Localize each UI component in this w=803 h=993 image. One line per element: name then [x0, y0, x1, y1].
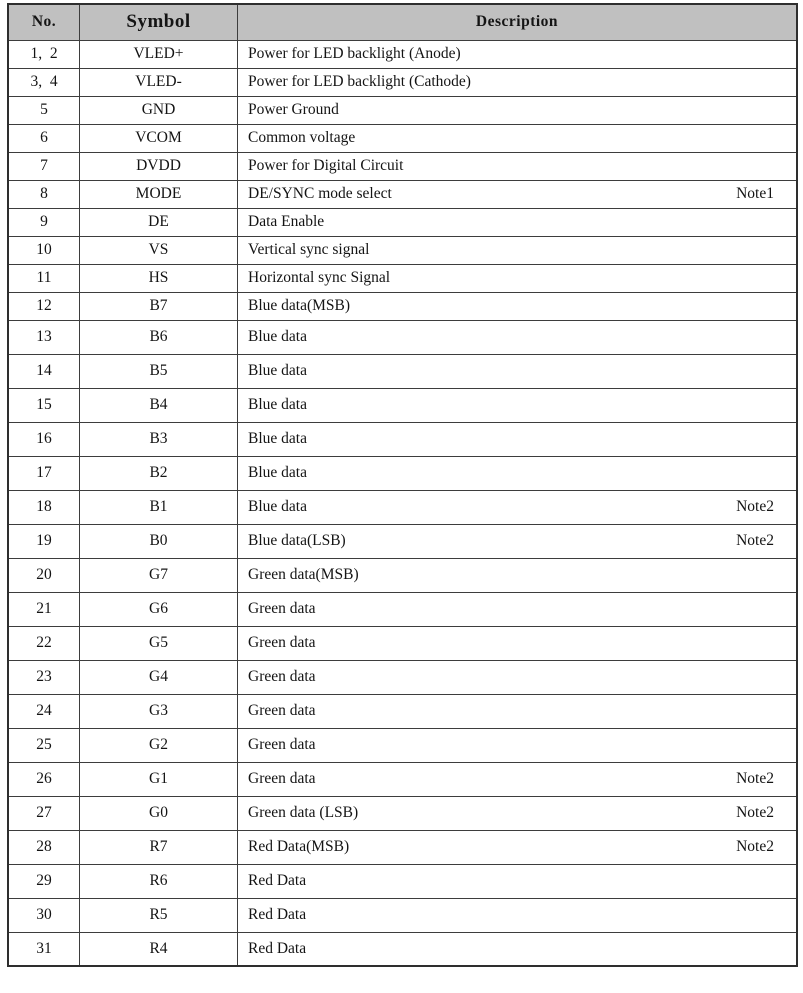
pin-description-cell: [238, 354, 798, 388]
table-row: [8, 830, 797, 864]
table-row: [8, 626, 797, 660]
table-row: [8, 180, 797, 208]
pin-symbol-cell: B7: [80, 292, 238, 320]
description-wrap: [248, 297, 774, 315]
table-row: [8, 592, 797, 626]
note-reference: Note2: [736, 770, 774, 787]
column-header-description: Description: [238, 4, 798, 40]
table-row: [8, 762, 797, 796]
description-wrap: [248, 634, 774, 652]
pin-description-cell: [238, 694, 798, 728]
description-wrap: [248, 185, 774, 203]
pin-description-cell: [238, 524, 798, 558]
table-row: [8, 422, 797, 456]
description-text: Blue data: [248, 430, 307, 447]
description-text: Blue data: [248, 328, 307, 345]
description-wrap: [248, 566, 774, 584]
description-wrap: [248, 702, 774, 720]
description-wrap: [248, 45, 774, 63]
description-wrap: [248, 668, 774, 686]
description-text: Red Data: [248, 872, 307, 889]
description-text: Blue data: [248, 362, 307, 379]
description-wrap: [248, 906, 774, 924]
note-reference: Note2: [736, 804, 774, 821]
description-text: Red Data: [248, 906, 307, 923]
description-wrap: [248, 129, 774, 147]
pin-description-cell: [238, 264, 798, 292]
pin-symbol-cell: G5: [80, 626, 238, 660]
pin-description-cell: [238, 388, 798, 422]
description-wrap: [248, 838, 774, 856]
pin-description-cell: [238, 728, 798, 762]
pin-symbol-cell: B4: [80, 388, 238, 422]
pin-description-cell: [238, 96, 798, 124]
pin-number-cell: 14: [8, 354, 80, 388]
table-row: [8, 456, 797, 490]
pin-description-cell: [238, 180, 798, 208]
pin-number-cell: 1, 2: [8, 40, 80, 68]
table-row: [8, 558, 797, 592]
pin-number-cell: 26: [8, 762, 80, 796]
pin-symbol-cell: R4: [80, 932, 238, 966]
table-header: [8, 4, 797, 40]
pin-symbol-cell: VLED-: [80, 68, 238, 96]
pin-description-cell: [238, 558, 798, 592]
pin-symbol-cell: G1: [80, 762, 238, 796]
description-wrap: [248, 872, 774, 890]
pin-symbol-cell: G7: [80, 558, 238, 592]
table-row: [8, 264, 797, 292]
pin-number-cell: 22: [8, 626, 80, 660]
pin-number-cell: 19: [8, 524, 80, 558]
table-row: [8, 388, 797, 422]
table-row: [8, 864, 797, 898]
pin-symbol-cell: B6: [80, 320, 238, 354]
note-reference: Note2: [736, 532, 774, 549]
pin-number-cell: 23: [8, 660, 80, 694]
description-text: Power Ground: [248, 101, 339, 118]
pin-symbol-cell: DE: [80, 208, 238, 236]
table-row: [8, 898, 797, 932]
pin-description-cell: [238, 898, 798, 932]
description-wrap: [248, 213, 774, 231]
table-row: [8, 354, 797, 388]
table-row: [8, 40, 797, 68]
description-wrap: [248, 269, 774, 287]
pin-number-cell: 17: [8, 456, 80, 490]
pin-symbol-cell: MODE: [80, 180, 238, 208]
pin-number-cell: 24: [8, 694, 80, 728]
pin-number-cell: 6: [8, 124, 80, 152]
description-text: Green data(MSB): [248, 566, 359, 583]
pin-description-cell: [238, 864, 798, 898]
pin-symbol-cell: B3: [80, 422, 238, 456]
description-wrap: [248, 600, 774, 618]
pin-description-cell: [238, 320, 798, 354]
table-row: [8, 660, 797, 694]
pin-symbol-cell: HS: [80, 264, 238, 292]
pin-number-cell: 21: [8, 592, 80, 626]
pin-description-cell: [238, 236, 798, 264]
description-text: Green data: [248, 668, 316, 685]
pin-description-cell: [238, 40, 798, 68]
pin-number-cell: 18: [8, 490, 80, 524]
description-text: Blue data: [248, 464, 307, 481]
table-row: [8, 124, 797, 152]
description-text: Green data: [248, 634, 316, 651]
description-text: Blue data(MSB): [248, 297, 351, 314]
pin-symbol-cell: G3: [80, 694, 238, 728]
header-row: [8, 4, 797, 40]
description-wrap: [248, 736, 774, 754]
description-text: Common voltage: [248, 129, 356, 146]
description-wrap: [248, 157, 774, 175]
description-text: Red Data: [248, 939, 307, 957]
description-text: Green data: [248, 600, 316, 617]
pin-description-cell: [238, 830, 798, 864]
pin-description-cell: [238, 796, 798, 830]
pin-number-cell: 27: [8, 796, 80, 830]
pin-number-cell: 11: [8, 264, 80, 292]
pin-description-cell: [238, 592, 798, 626]
pin-symbol-cell: B1: [80, 490, 238, 524]
description-wrap: [248, 73, 774, 91]
table-row: [8, 932, 797, 966]
description-wrap: [248, 804, 774, 822]
pin-symbol-cell: R5: [80, 898, 238, 932]
table-body: [8, 40, 797, 966]
description-text: Blue data: [248, 396, 307, 413]
pin-description-cell: [238, 422, 798, 456]
pin-description-cell: [238, 152, 798, 180]
description-text: Green data: [248, 702, 316, 719]
pin-description-cell: [238, 208, 798, 236]
description-text: Blue data: [248, 498, 307, 515]
pin-number-cell: 13: [8, 320, 80, 354]
table-row: [8, 694, 797, 728]
pin-description-cell: [238, 762, 798, 796]
pin-description-cell: [238, 626, 798, 660]
description-wrap: [248, 532, 774, 550]
pin-description-cell: [238, 932, 798, 966]
pin-number-cell: 25: [8, 728, 80, 762]
pin-number-cell: 15: [8, 388, 80, 422]
table-row: [8, 796, 797, 830]
description-text: Vertical sync signal: [248, 241, 370, 258]
note-reference: Note1: [736, 185, 774, 202]
table-row: [8, 490, 797, 524]
pin-symbol-cell: B0: [80, 524, 238, 558]
description-wrap: [248, 328, 774, 346]
description-text: Power for LED backlight (Anode): [248, 45, 461, 62]
pin-symbol-cell: G6: [80, 592, 238, 626]
pin-symbol-cell: B5: [80, 354, 238, 388]
pin-number-cell: 7: [8, 152, 80, 180]
pin-description-cell: [238, 68, 798, 96]
pin-symbol-cell: VCOM: [80, 124, 238, 152]
pin-number-cell: 10: [8, 236, 80, 264]
pin-number-cell: 16: [8, 422, 80, 456]
pin-number-cell: 5: [8, 96, 80, 124]
table-row: [8, 96, 797, 124]
description-text: Red Data(MSB): [248, 838, 350, 855]
pin-symbol-cell: VS: [80, 236, 238, 264]
description-wrap: [248, 464, 774, 482]
pin-description-cell: [238, 124, 798, 152]
description-wrap: [248, 362, 774, 380]
pin-description-cell: [238, 490, 798, 524]
pin-description-cell: [238, 456, 798, 490]
description-wrap: [248, 241, 774, 259]
pin-description-cell: [238, 660, 798, 694]
pin-symbol-cell: G0: [80, 796, 238, 830]
column-header-no: No.: [8, 4, 80, 40]
description-wrap: [248, 396, 774, 414]
table-row: [8, 208, 797, 236]
pin-description-table: [7, 3, 798, 967]
table-row: [8, 524, 797, 558]
note-reference: Note2: [736, 838, 774, 855]
description-wrap: [248, 940, 774, 958]
table-row: [8, 236, 797, 264]
pin-number-cell: 20: [8, 558, 80, 592]
pin-number-cell: 31: [8, 932, 80, 966]
pin-symbol-cell: G4: [80, 660, 238, 694]
description-text: Power for LED backlight (Cathode): [248, 73, 471, 90]
description-wrap: [248, 770, 774, 788]
pin-description-cell: [238, 292, 798, 320]
description-text: Data Enable: [248, 213, 325, 230]
table-row: [8, 728, 797, 762]
table-row: [8, 68, 797, 96]
note-reference: Note2: [736, 498, 774, 515]
description-text: Blue data(LSB): [248, 532, 346, 549]
description-wrap: [248, 498, 774, 516]
description-text: Green data (LSB): [248, 804, 359, 821]
pin-number-cell: 9: [8, 208, 80, 236]
pin-number-cell: 8: [8, 180, 80, 208]
pin-symbol-cell: R7: [80, 830, 238, 864]
pin-number-cell: 3, 4: [8, 68, 80, 96]
pin-number-cell: 12: [8, 292, 80, 320]
pin-symbol-cell: VLED+: [80, 40, 238, 68]
column-header-symbol: Symbol: [80, 4, 238, 40]
pin-number-cell: 29: [8, 864, 80, 898]
description-wrap: [248, 430, 774, 448]
pin-number-cell: 28: [8, 830, 80, 864]
pin-symbol-cell: R6: [80, 864, 238, 898]
description-text: Horizontal sync Signal: [248, 269, 391, 286]
pin-symbol-cell: GND: [80, 96, 238, 124]
pin-symbol-cell: B2: [80, 456, 238, 490]
description-text: DE/SYNC mode select: [248, 185, 392, 202]
description-text: Green data: [248, 736, 316, 753]
description-wrap: [248, 101, 774, 119]
pin-symbol-cell: DVDD: [80, 152, 238, 180]
table-row: [8, 320, 797, 354]
description-text: Power for Digital Circuit: [248, 157, 404, 174]
table-row: [8, 152, 797, 180]
pin-symbol-cell: G2: [80, 728, 238, 762]
table-row: [8, 292, 797, 320]
pin-number-cell: 30: [8, 898, 80, 932]
description-text: Green data: [248, 770, 316, 787]
